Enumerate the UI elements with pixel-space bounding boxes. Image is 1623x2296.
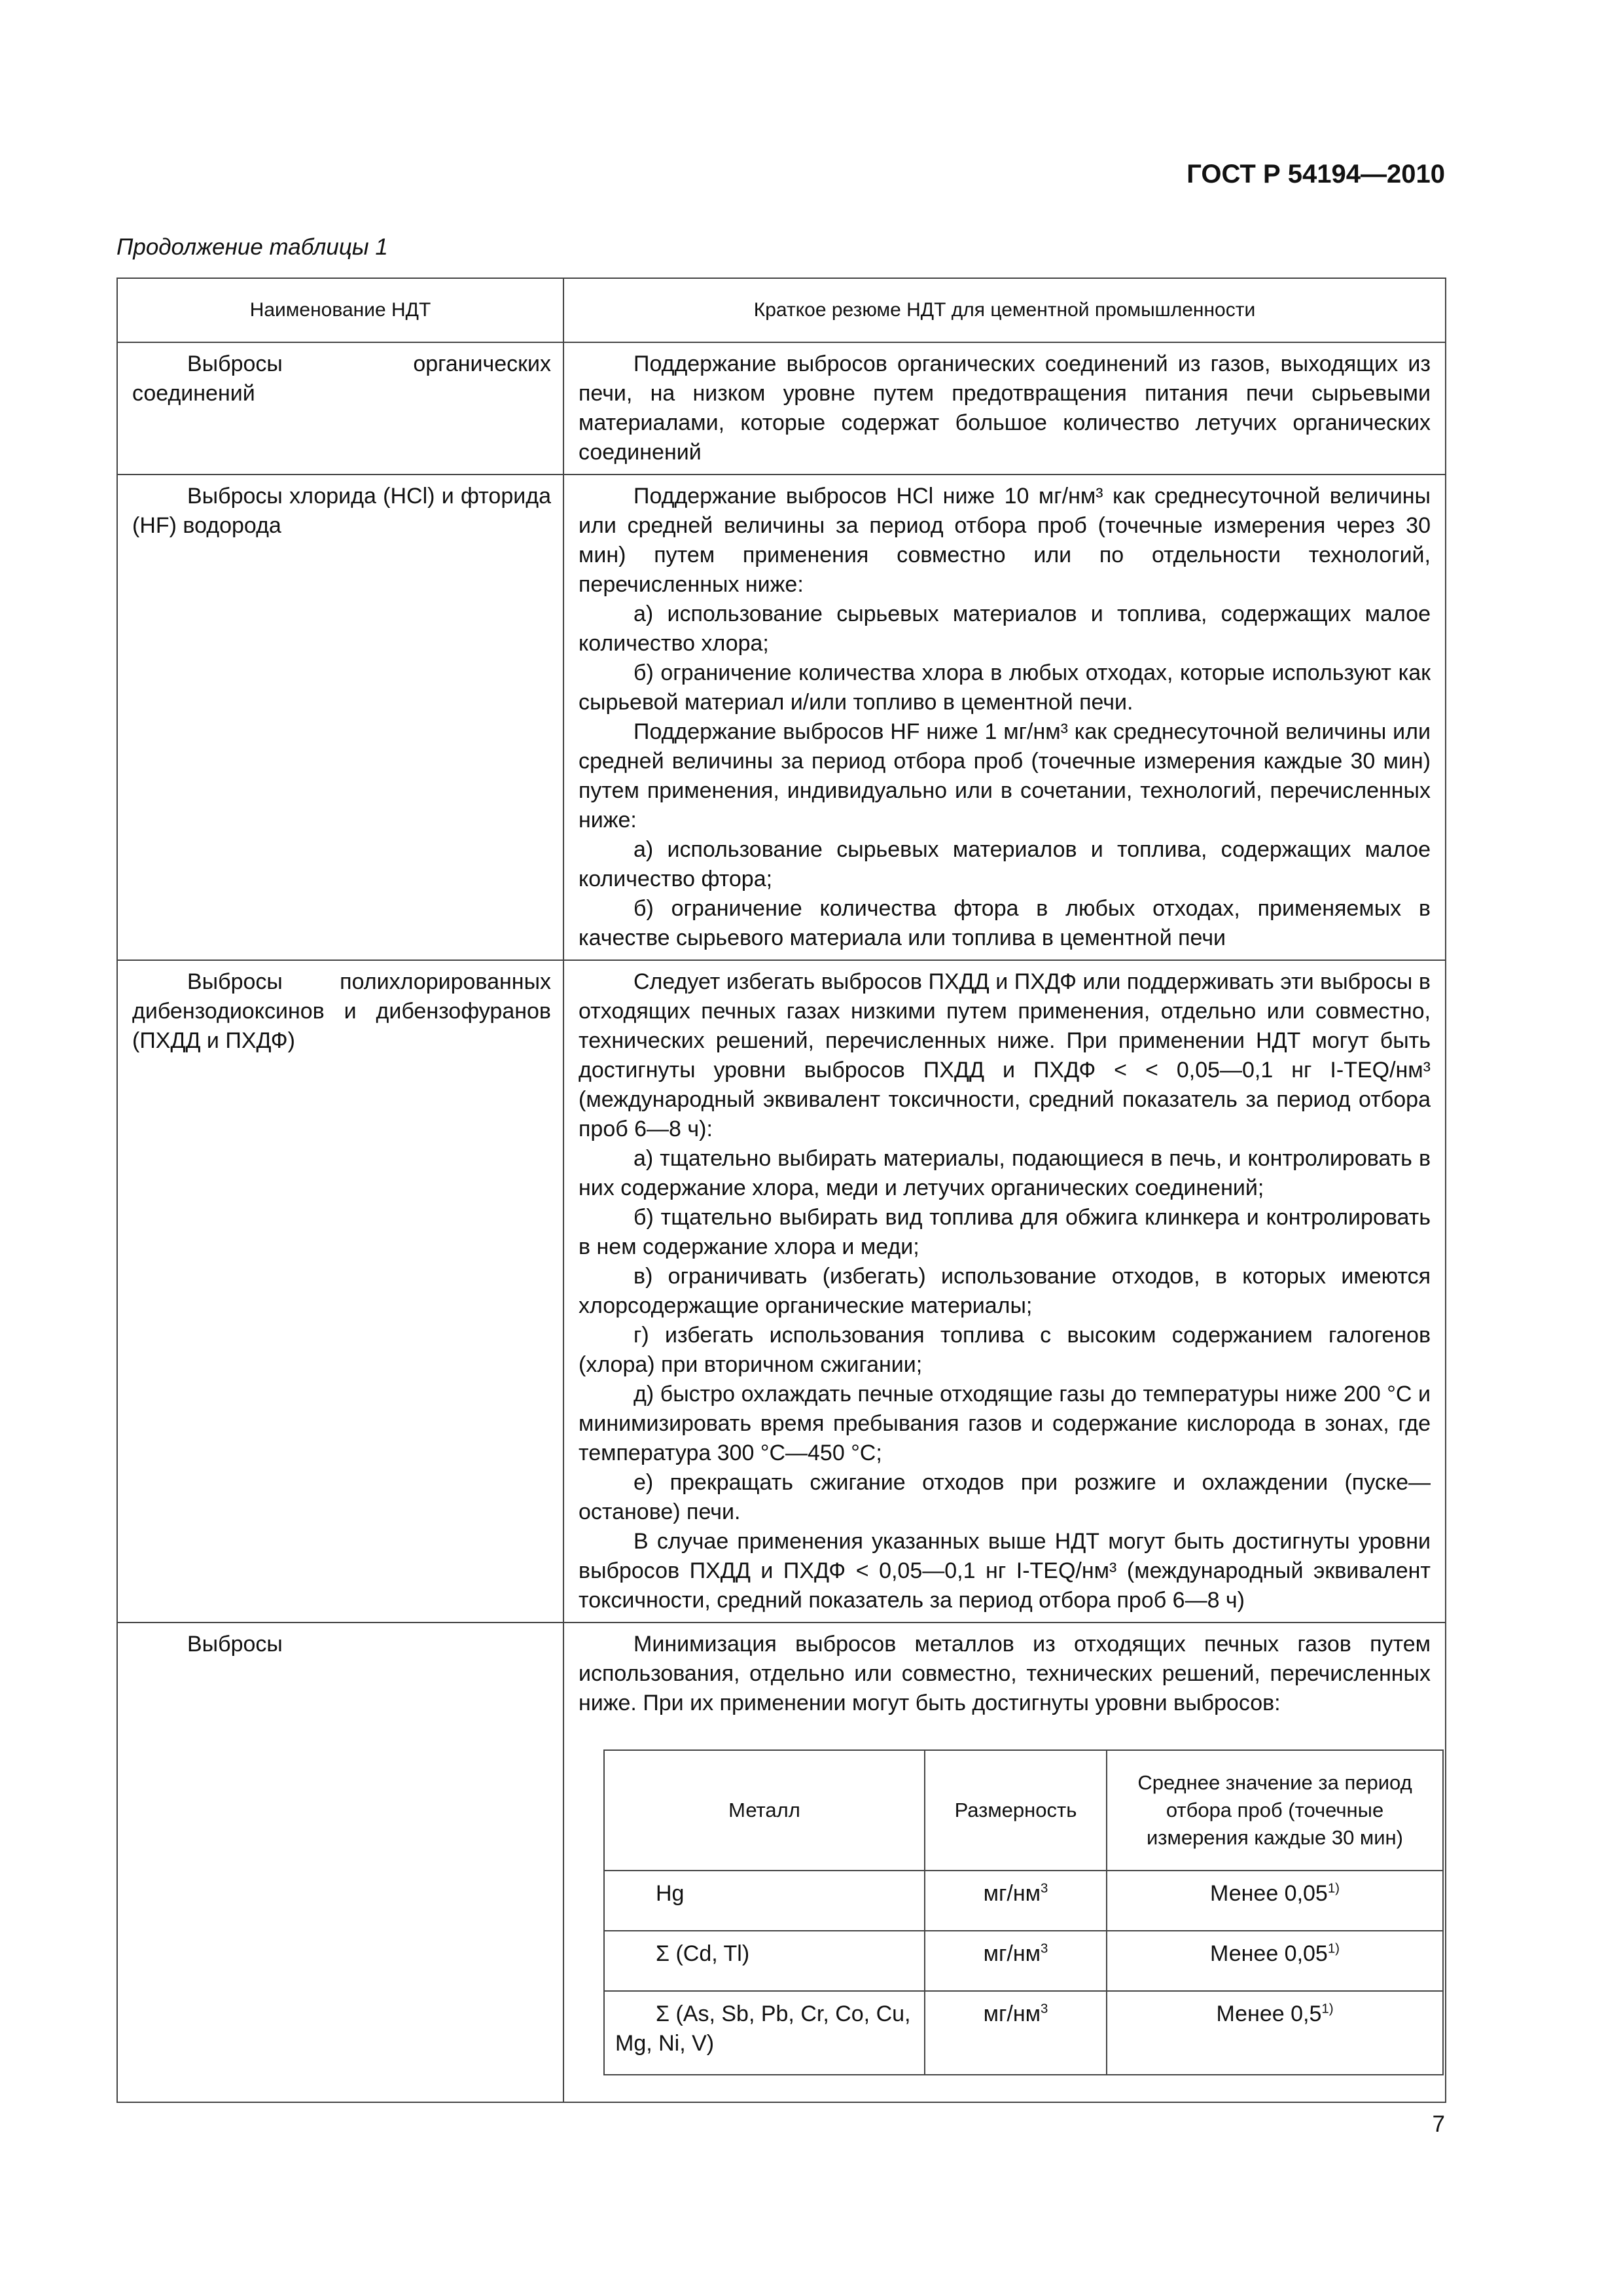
- bat-summary: Следует избегать выбросов ПХДД и ПХДФ или поддерживать эти выбросы в отходящих печных газах низкими путем применения, отдельно или совместно, технических решений, перечисленных ниже. При применении НДТ могут быть достигнуты уровни выбросов ПХДД и ПХДФ < < 0,05—0,1 нг I-TEQ/нм³ (международный эквивалент токсичности, средний показатель за период отбора проб 6—8 ч): а) тщательно выбирать материалы, подающиеся в печь, и контролировать в них содержание хлора, меди и летучих органических соединений; б) тщательно выбирать вид топлива для обжига клинкера и контролировать в нем содержание хлора и меди; в) ограничивать (избегать) использование отходов, в которых имеются хлорсодержащие органические материалы; г) избегать использования топлива с высоким содержанием галогенов (хлора) при вторичном сжигании; д) быстро охлаждать печные отходящие газы до температуры ниже 200 °С и минимизировать время пребывания газов и содержание кислорода в зонах, где температура 300 °С—450 °С; е) прекращать сжигание отходов при розжиге и охлаждении (пуске—останове) печи. В случае применения указанных выше НДТ могут быть достигнуты уровни выбросов ПХДД и ПХДФ < 0,05—0,1 нг I-TEQ/нм³ (международный эквивалент токсичности, средний показатель за период отбора проб 6—8 ч): [563, 960, 1446, 1623]
- bat-table: [116, 278, 1446, 2103]
- metal-value: Менее 0,5$^{1)}$: [1107, 1991, 1443, 2075]
- metals-table: [603, 1749, 1444, 2075]
- bat-name: Выбросы органических соединений: [117, 342, 563, 475]
- metal-value: Менее 0,05$^{1)}$: [1107, 1871, 1443, 1931]
- metals-row: [604, 1931, 1443, 1991]
- table-row: [117, 1623, 1446, 2102]
- metal-name: Hg: [604, 1871, 925, 1931]
- metal-name: Σ (Cd, Tl): [604, 1931, 925, 1991]
- table-caption: Продолжение таблицы 1: [116, 234, 388, 260]
- bat-name: Выбросы хлорида (HCl) и фторида (HF) водорода: [117, 475, 563, 960]
- metals-header-unit: Размерность: [925, 1750, 1107, 1871]
- metals-row: [604, 1871, 1443, 1931]
- table-row: [117, 342, 1446, 475]
- metal-unit: $мг/нм^3$: [925, 1931, 1107, 1991]
- metal-unit: $мг/нм^3$: [925, 1871, 1107, 1931]
- bat-name: Выбросы полихлорированных дибензодиоксинов и дибензофуранов (ПХДД и ПХДФ): [117, 960, 563, 1623]
- header-row: [117, 278, 1446, 342]
- table-row: [117, 475, 1446, 960]
- page-number: 7: [1432, 2111, 1445, 2137]
- metal-value: Менее 0,05$^{1)}$: [1107, 1931, 1443, 1991]
- metals-header-metal: Металл: [604, 1750, 925, 1871]
- table-row: [117, 960, 1446, 1623]
- header-bat-summary: Краткое резюме НДТ для цементной промышленности: [563, 278, 1446, 342]
- metal-unit: $мг/нм^3$: [925, 1991, 1107, 2075]
- metals-row: [604, 1991, 1443, 2075]
- bat-name: Выбросы: [117, 1623, 563, 2102]
- header-bat-name: Наименование НДТ: [117, 278, 563, 342]
- metals-header-value: Среднее значение за период отбора проб (точечные измерения каждые 30 мин): [1107, 1750, 1443, 1871]
- bat-summary: Поддержание выбросов HCl ниже 10 мг/нм³ как среднесуточной величины или средней величины за период отбора проб (точечные измерения через 30 мин) путем применения совместно или по отдельности технологий, перечисленных ниже: а) использование сырьевых материалов и топлива, содержащих малое количество хлора; б) ограничение количества хлора в любых отходах, которые используют как сырьевой материал и/или топливо в цементной печи. Поддержание выбросов HF ниже 1 мг/нм³ как среднесуточной величины или средней величины за период отбора проб (точечные измерения каждые 30 мин) путем применения, индивидуально или в сочетании, технологий, перечисленных ниже: а) использование сырьевых материалов и топлива, содержащих малое количество фтора; б) ограничение количества фтора в любых отходах, применяемых в качестве сырьевого материала или топлива в цементной печи: [563, 475, 1446, 960]
- bat-summary: Поддержание выбросов органических соединений из газов, выходящих из печи, на низком уровне путем предотвращения питания печи сырьевыми материалами, которые содержат большое количество летучих органических соединений: [563, 342, 1446, 475]
- metals-header-row: [604, 1750, 1443, 1871]
- metal-name: Σ (As, Sb, Pb, Cr, Co, Cu, Mg, Ni, V): [604, 1991, 925, 2075]
- bat-summary: Минимизация выбросов металлов из отходящих печных газов путем использования, отдельно или совместно, технических решений, перечисленных ниже. При их применении могут быть достигнуты уровни выбросов: Металл Размерность Среднее значение за период отбора проб (точечные измерения каждые 30 мин) Hg $мг/нм^3$ Менее 0,05$^{1)}$ Σ (Cd, Tl) $мг/нм^3$ Менее 0,05$^{1)}$ Σ (As, Sb, Pb, Cr, Co, Cu, Mg, Ni, V) $мг/нм^3$ Менее 0,5$^{1)}$: [563, 1623, 1446, 2102]
- standard-number: ГОСТ Р 54194—2010: [1186, 160, 1445, 188]
